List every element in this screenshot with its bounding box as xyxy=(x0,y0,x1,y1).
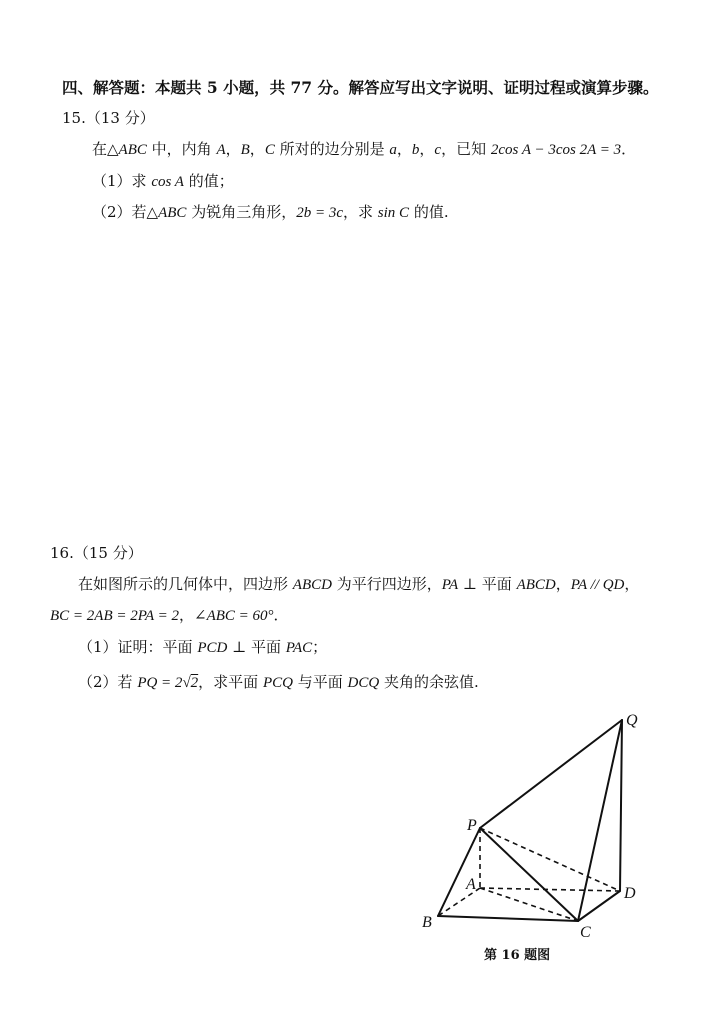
label-p: P xyxy=(467,817,477,834)
label-b: B xyxy=(422,914,432,931)
label-c: C xyxy=(580,924,591,941)
geometry-figure xyxy=(410,705,670,945)
q15-stem-text: 在△ xyxy=(92,140,119,158)
edge-bc xyxy=(438,916,578,921)
edge-qd xyxy=(620,720,622,891)
q16-stem-line2: BC = 2AB = 2PA = 2，∠ABC = 60°． xyxy=(50,606,289,624)
q15-part2: （2）若△ABC 为锐角三角形，2b = 3c，求 sin C 的值. xyxy=(92,203,449,221)
q15-header: 15.（13 分） xyxy=(62,109,155,127)
edge-ac xyxy=(480,888,578,921)
edge-pq xyxy=(480,720,622,828)
label-d: D xyxy=(624,885,636,902)
figure-caption: 第 16 题图 xyxy=(484,948,551,963)
edge-pc xyxy=(480,828,578,921)
q16-part1: （1）证明：平面 PCD ⊥ 平面 PAC； xyxy=(78,638,328,656)
q15-equation: 2cos A − 3cos 2A = 3 xyxy=(490,142,622,158)
q15-triangle-name: ABC xyxy=(118,142,147,158)
section-title: 四、解答题：本题共 5 小题，共 77 分。解答应写出文字说明、证明过程或演算步骤。 xyxy=(62,78,659,97)
label-q: Q xyxy=(626,712,638,729)
edge-pb xyxy=(438,828,480,916)
edge-pd xyxy=(480,828,620,891)
edge-ad xyxy=(480,888,620,891)
q15-part1: （1）求 cos A 的值； xyxy=(92,172,234,190)
q16-part2: （2）若 PQ = 2√2，求平面 PCQ 与平面 DCQ 夹角的余弦值. xyxy=(78,673,479,691)
q16-header: 16.（15 分） xyxy=(50,544,143,562)
q15-stem: 在△ABC 中，内角 A，B，C 所对的边分别是 a，b，c，已知 2cos A − 3cos 2A = 3． xyxy=(92,140,637,158)
q16-stem-line1: 在如图所示的几何体中，四边形 ABCD 为平行四边形，PA ⊥ 平面 ABCD，PA // QD， xyxy=(78,575,640,593)
label-a: A xyxy=(466,876,476,893)
